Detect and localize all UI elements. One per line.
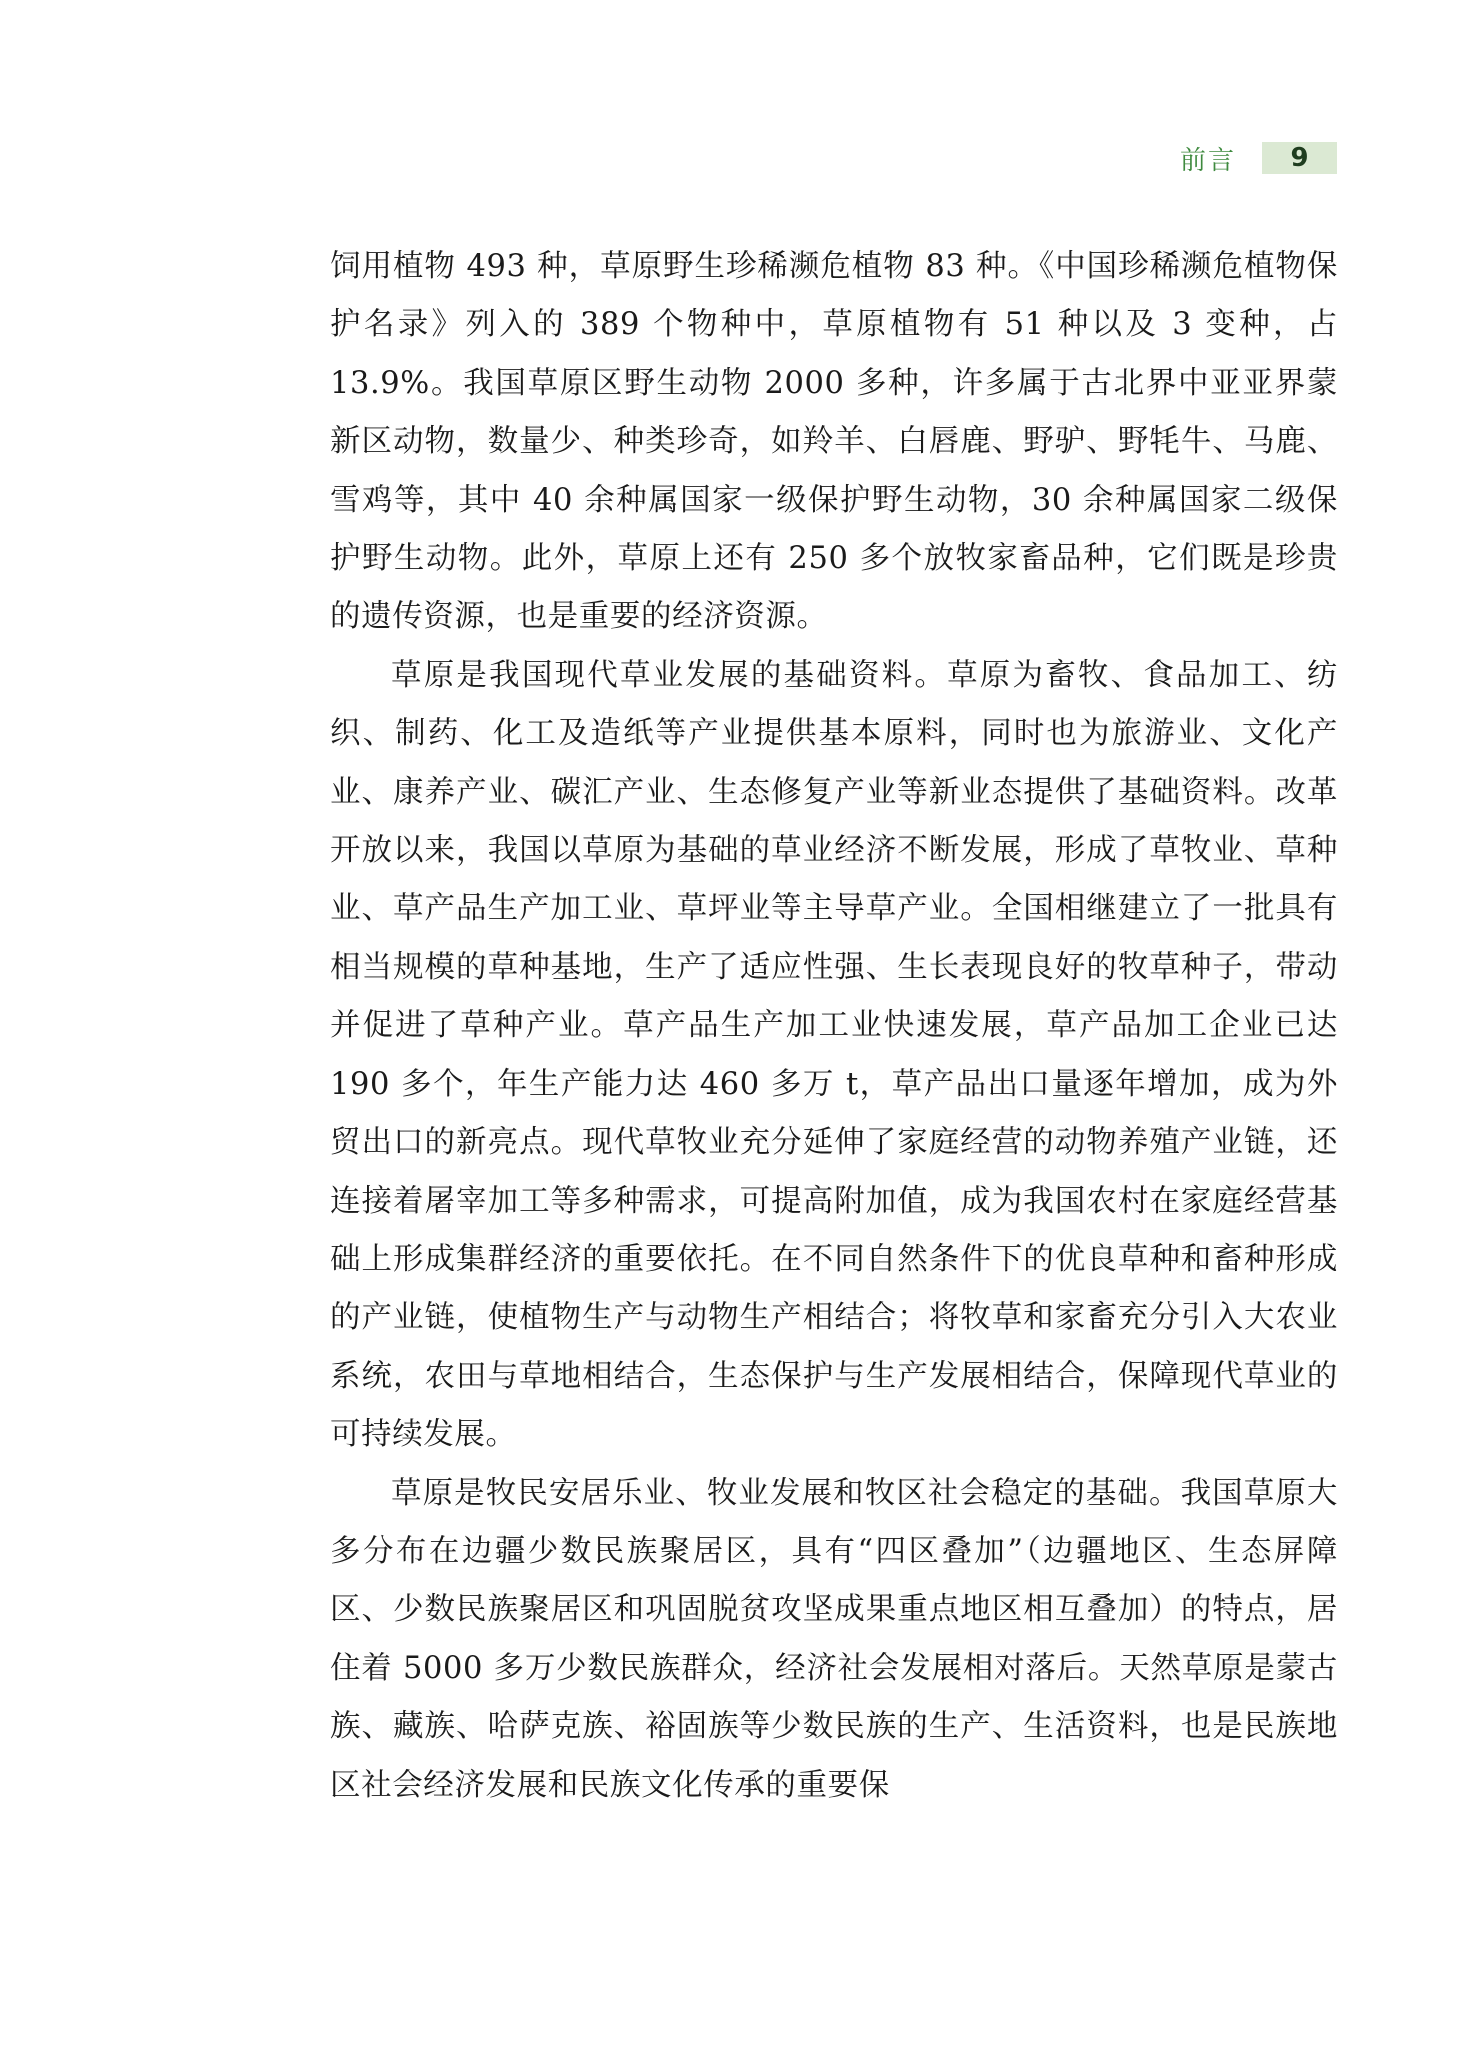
page-number: 9 — [1262, 142, 1337, 174]
body-text — [330, 238, 1338, 1815]
paragraph-3: 草原是牧民安居乐业、牧业发展和牧区社会稳定的基础。我国草原大多分布在边疆少数民族聚居区，具有“四区叠加”（边疆地区、生态屏障区、少数民族聚居区和巩固脱贫攻坚成果重点地区相互叠加）的特点，居住着 5000 多万少数民族群众，经济社会发展相对落后。天然草原是蒙古族、藏族、哈萨克族、裕固族等少数民族的生产、生活资料，也是民族地区社会经济发展和民族文化传承的重要保 — [330, 1475, 1338, 1803]
section-title: 前言 — [1180, 145, 1237, 176]
paragraph-1: 饲用植物 493 种，草原野生珍稀濒危植物 83 种。《中国珍稀濒危植物保护名录》列入的 389 个物种中，草原植物有 51 种以及 3 变种，占 13.9%。我国草原区野生动物 2000 多种，许多属于古北界中亚亚界蒙新区动物，数量少、种类珍奇，如羚羊、白唇鹿、野驴、野牦牛、马鹿、雪鸡等，其中 40 余种属国家一级保护野生动物，30 余种属国家二级保护野生动物。此外，草原上还有 250 多个放牧家畜品种，它们既是珍贵的遗传资源，也是重要的经济资源。 — [330, 249, 1338, 635]
running-header — [1180, 140, 1337, 176]
paragraph-2: 草原是我国现代草业发展的基础资料。草原为畜牧、食品加工、纺织、制药、化工及造纸等产业提供基本原料，同时也为旅游业、文化产业、康养产业、碳汇产业、生态修复产业等新业态提供了基础资料。改革开放以来，我国以草原为基础的草业经济不断发展，形成了草牧业、草种业、草产品生产加工业、草坪业等主导草产业。全国相继建立了一批具有相当规模的草种基地，生产了适应性强、生长表现良好的牧草种子，带动并促进了草种产业。草产品生产加工业快速发展，草产品加工企业已达 190 多个，年生产能力达 460 多万 t，草产品出口量逐年增加，成为外贸出口的新亮点。现代草牧业充分延伸了家庭经营的动物养殖产业链，还连接着屠宰加工等多种需求，可提高附加值，成为我国农村在家庭经营基础上形成集群经济的重要依托。在不同自然条件下的优良草种和畜种形成的产业链，使植物生产与动物生产相结合；将牧草和家畜充分引入大农业系统，农田与草地相结合，生态保护与生产发展相结合，保障现代草业的可持续发展。 — [330, 657, 1338, 1453]
